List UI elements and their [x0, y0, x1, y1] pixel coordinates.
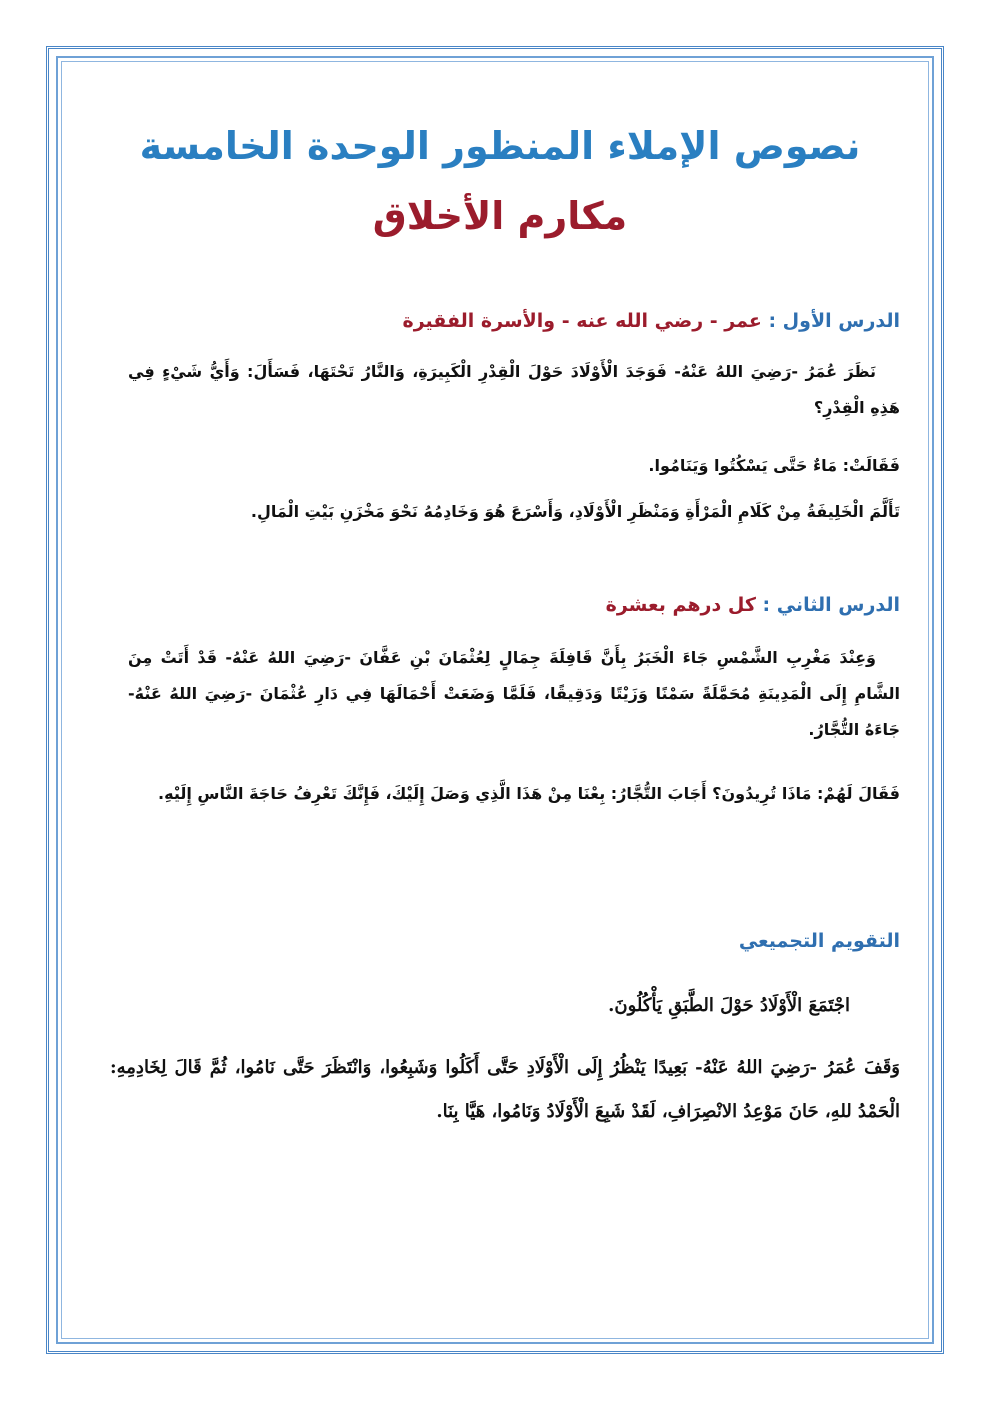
lesson-2-heading-topic: كل درهم بعشرة: [605, 594, 756, 616]
assessment-paragraph-1: اجْتَمَعَ الْأَوْلَادُ حَوْلَ الطَّبَقِ يَأْكُلُونَ.: [608, 995, 850, 1016]
lesson-1-heading: [403, 306, 900, 336]
document-subtitle: مكارم الأخلاق: [372, 194, 628, 238]
document-title: نصوص الإملاء المنظور الوحدة الخامسة: [139, 124, 861, 168]
assessment-heading: التقويم التجميعي: [738, 930, 900, 952]
lesson-1-paragraph-1: نَظَرَ عُمَرُ -رَضِيَ اللهُ عَنْهُ- فَوَجَدَ الْأَوْلَادَ حَوْلَ الْقِدْرِ الْكَبِيرَةِ، وَالنَّارُ تَحْتَهَا، فَسَأَلَ: وَأَيُّ شَيْءٍ فِي هَذِهِ الْقِدْرِ؟: [128, 362, 900, 417]
lesson-2-heading-label: الدرس الثاني :: [762, 594, 900, 616]
lesson-2-paragraph-2: فَقَالَ لَهُمْ: مَاذَا تُرِيدُونَ؟ أَجَابَ التُّجَّارُ: بِعْنَا مِنْ هَذَا الَّذِي وَصَلَ إِلَيْكَ، فَإِنَّكَ تَعْرِفُ حَاجَةَ النَّاسِ إِلَيْهِ.: [158, 784, 900, 803]
lesson-2-paragraph-1: وَعِنْدَ مَغْرِبِ الشَّمْسِ جَاءَ الْخَبَرُ بِأَنَّ قَافِلَةَ جِمَالٍ لِعُثْمَانَ بْنِ عَفَّانَ -رَضِيَ اللهُ عَنْهُ- قَدْ أَتَتْ مِنَ الشَّامِ إِلَى الْمَدِينَةِ مُحَمَّلَةً سَمْنًا وَزَيْتًا وَدَقِيقًا، فَلَمَّا وَضَعَتْ أَحْمَالَهَا فِي دَارِ عُثْمَانَ -رَضِيَ اللهُ عَنْهُ- جَاءَهُ التُّجَّارُ.: [128, 648, 900, 739]
lesson-2-heading: [606, 590, 900, 620]
document-body: [100, 0, 900, 1403]
lesson-1-heading-topic: عمر - رضي الله عنه - والأسرة الفقيرة: [402, 310, 762, 332]
lesson-1-heading-label: الدرس الأول :: [768, 310, 900, 332]
lesson-1-paragraph-3: تَأَلَّمَ الْخَلِيفَةُ مِنْ كَلَامِ الْمَرْأَةِ وَمَنْظَرِ الْأَوْلَادِ، وَأَسْرَعَ هُوَ وَخَادِمُهُ نَحْوَ مَخْزَنِ بَيْتِ الْمَالِ.: [250, 502, 900, 521]
lesson-1-paragraph-2: فَقَالَتْ: مَاءٌ حَتَّى يَسْكُتُوا وَيَنَامُوا.: [648, 456, 900, 475]
assessment-paragraph-2: وَقَفَ عُمَرُ -رَضِيَ اللهُ عَنْهُ- بَعِيدًا يَنْظُرُ إِلَى الْأَوْلَادِ حَتَّى أَكَلُوا وَشَبِعُوا، وَانْتَظَرَ حَتَّى نَامُوا، ثُمَّ قَالَ لِخَادِمِهِ: الْحَمْدُ للهِ، حَانَ مَوْعِدُ الانْصِرَافِ، لَقَدْ شَبِعَ الْأَوْلَادُ وَنَامُوا، هَيَّا بِنَا.: [110, 1057, 900, 1122]
